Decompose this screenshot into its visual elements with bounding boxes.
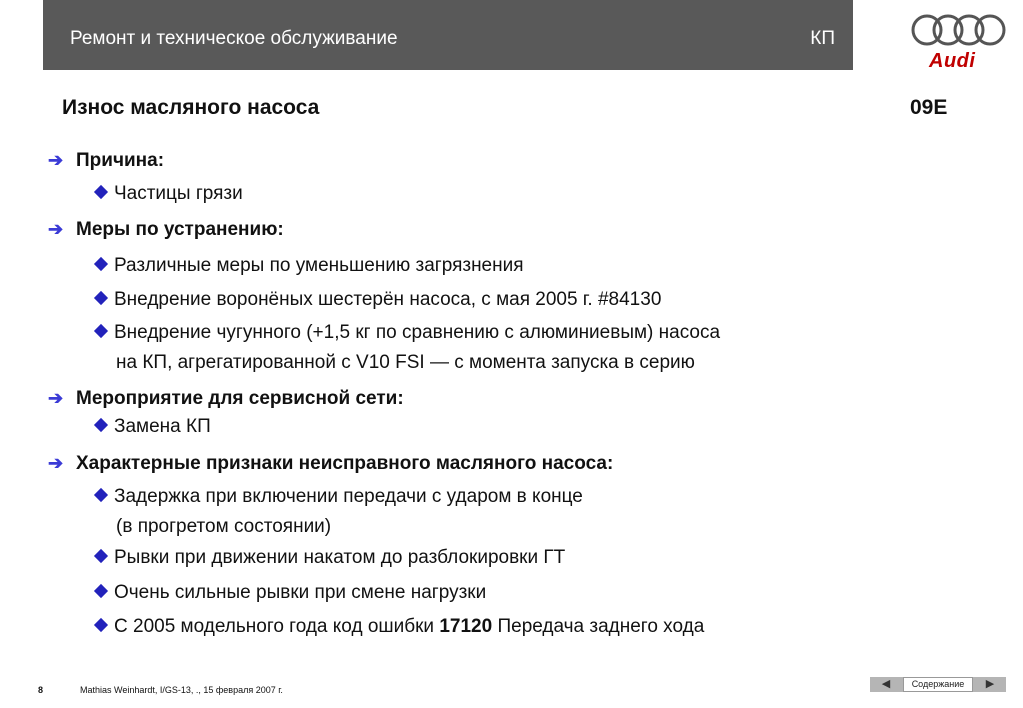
list-item: С 2005 модельного года код ошибки 17120 Передача заднего хода (96, 612, 704, 642)
section-heading: ➔ Мероприятие для сервисной сети: (48, 388, 404, 409)
section-heading: ➔ Меры по устранению: (48, 219, 284, 240)
slide-code: 09E (910, 96, 948, 119)
prev-arrow-icon[interactable]: ◀ (881, 678, 891, 690)
diamond-bullet-icon (94, 549, 108, 563)
diamond-bullet-icon (94, 291, 108, 305)
footer-text: Mathias Weinhardt, I/GS-13, ., 15 февраля 2007 г. (80, 685, 283, 695)
audi-rings-icon (905, 10, 1011, 50)
diamond-bullet-icon (94, 618, 108, 632)
list-item: Различные меры по уменьшению загрязнения (96, 251, 524, 281)
list-item: Очень сильные рывки при смене нагрузки (96, 578, 486, 608)
header-bar (43, 0, 853, 70)
list-item: Задержка при включении передачи с ударом в конце (в прогретом состоянии) (96, 482, 583, 542)
arrow-right-icon: ➔ (48, 219, 64, 239)
diamond-bullet-icon (94, 185, 108, 199)
diamond-bullet-icon (94, 257, 108, 271)
section-heading: ➔ Характерные признаки неисправного масляного насоса: (48, 453, 614, 474)
slide-title: Износ масляного насоса (62, 96, 320, 119)
header-title: Ремонт и техническое обслуживание (70, 28, 398, 49)
diamond-bullet-icon (94, 488, 108, 502)
arrow-right-icon: ➔ (48, 150, 64, 170)
diamond-bullet-icon (94, 418, 108, 432)
list-item: Частицы грязи (96, 179, 243, 209)
next-arrow-icon[interactable]: ▶ (985, 678, 995, 690)
list-item: Внедрение воронёных шестерён насоса, с мая 2005 г. #84130 (96, 285, 661, 315)
arrow-right-icon: ➔ (48, 453, 64, 473)
arrow-right-icon: ➔ (48, 388, 64, 408)
section-heading: ➔ Причина: (48, 150, 165, 171)
contents-button[interactable]: Содержание (903, 677, 973, 692)
list-item: Рывки при движении накатом до разблокировки ГТ (96, 543, 565, 573)
audi-wordmark: Audi (929, 50, 976, 72)
list-item: Замена КП (96, 412, 211, 442)
header-code: КП (810, 28, 835, 49)
diamond-bullet-icon (94, 584, 108, 598)
error-code: 17120 (439, 616, 493, 637)
audi-logo (905, 10, 1011, 72)
list-item: Внедрение чугунного (+1,5 кг по сравнению с алюминиевым) насоса на КП, агрегатированной с V10 FSI — с момента запуска в серию (96, 318, 720, 378)
page-number: 8 (38, 685, 44, 695)
nav-bar (870, 677, 1006, 692)
diamond-bullet-icon (94, 324, 108, 338)
